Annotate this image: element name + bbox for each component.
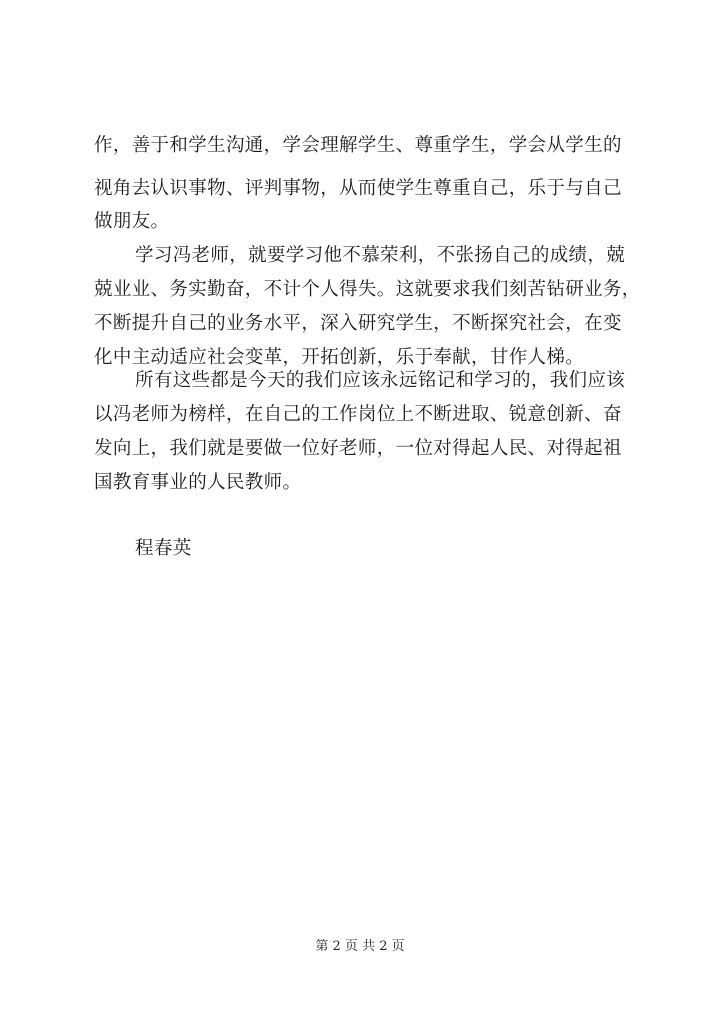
paragraph-line: 作，善于和学生沟通，学会理解学生、尊重学生，学会从学生的: [94, 135, 622, 156]
paragraph-line: 国教育事业的人民教师。: [94, 472, 302, 493]
paragraph-line: 化中主动适应社会变革，开拓创新，乐于奉献，甘作人梯。: [94, 347, 585, 368]
paragraph-line: 以冯老师为榜样，在自己的工作岗位上不断进取、锐意创新、奋: [94, 404, 622, 425]
paragraph-line: 兢业业、务实勤奋，不计个人得失。这就要求我们刻苦钻研业务，: [94, 279, 641, 300]
signature: 程春英: [135, 538, 192, 559]
paragraph-line: 学习冯老师，就要学习他不慕荣利，不张扬自己的成绩，兢: [135, 245, 626, 266]
paragraph-line: 所有这些都是今天的我们应该永远铭记和学习的，我们应该: [135, 370, 626, 391]
paragraph-line: 不断提升自己的业务水平，深入研究学生，不断探究社会，在变: [94, 313, 622, 334]
page-number: 第 2 页 共 2 页: [315, 939, 405, 954]
paragraph-line: 做朋友。: [94, 211, 170, 232]
paragraph-line: 视角去认识事物、评判事物，从而使学生尊重自己，乐于与自己: [94, 178, 622, 199]
paragraph-line: 发向上，我们就是要做一位好老师，一位对得起人民、对得起祖: [94, 438, 622, 459]
